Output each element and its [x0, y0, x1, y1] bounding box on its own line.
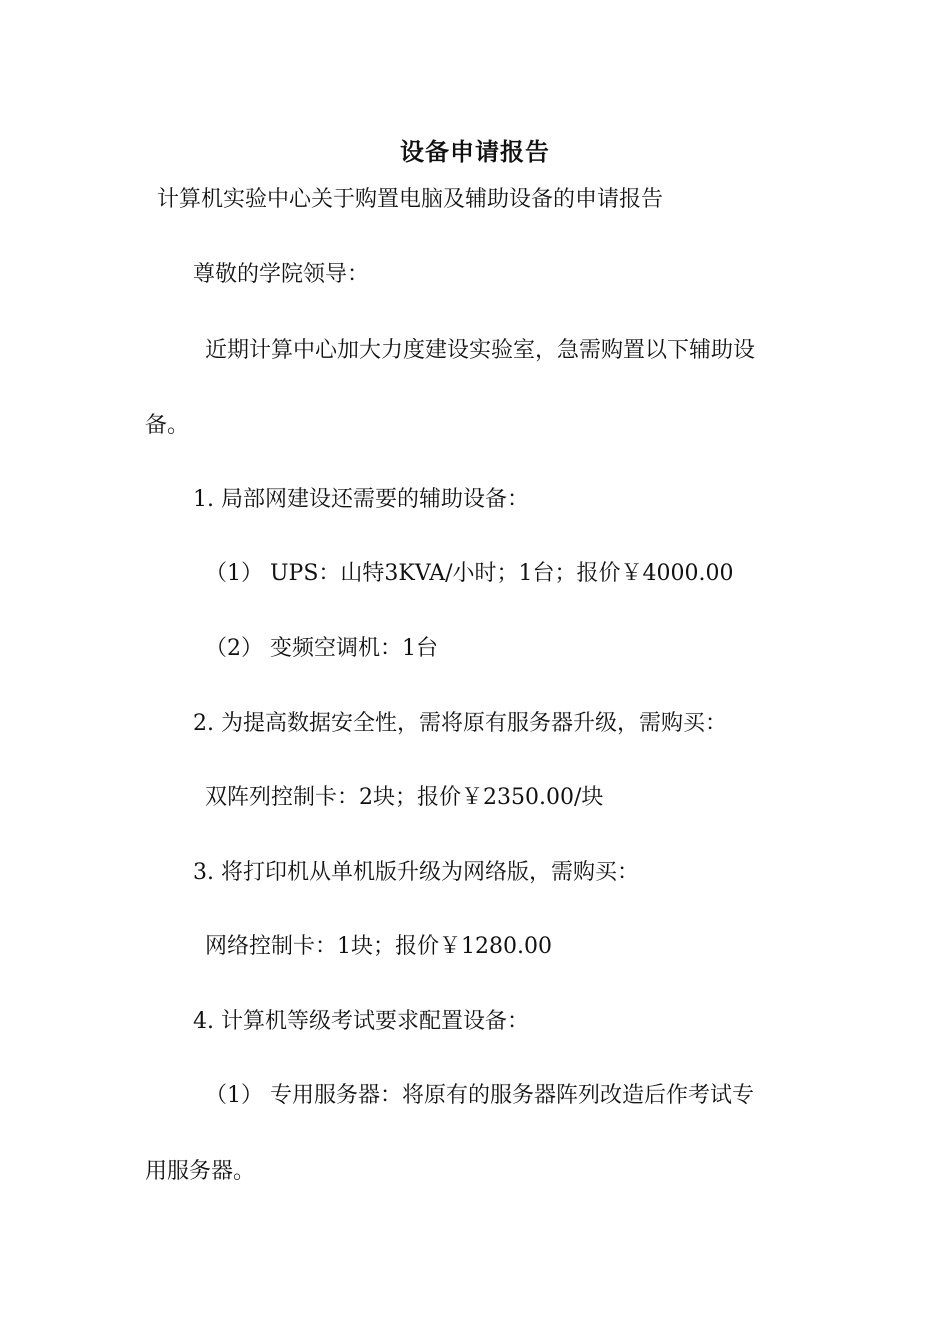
- list-item-4-sub-1-line-1: （1） 专用服务器：将原有的服务器阵列改造后作考试专: [205, 1083, 754, 1108]
- page-title: 设备申请报告: [400, 138, 550, 166]
- list-item-1: 1. 局部网建设还需要的辅助设备：: [193, 487, 529, 512]
- list-item-4-sub-1-line-2: 用服务器。: [145, 1159, 256, 1184]
- list-item-4: 4. 计算机等级考试要求配置设备：: [193, 1009, 529, 1034]
- intro-paragraph-line-1: 近期计算中心加大力度建设实验室，急需购置以下辅助设: [205, 338, 756, 363]
- intro-paragraph-line-2: 备。: [145, 413, 190, 438]
- list-item-1-sub-2: （2） 变频空调机：1台: [205, 636, 438, 661]
- list-item-3-detail: 网络控制卡：1块；报价￥1280.00: [205, 934, 552, 959]
- list-item-2: 2. 为提高数据安全性，需将原有服务器升级，需购买：: [193, 711, 727, 736]
- list-item-3: 3. 将打印机从单机版升级为网络版，需购买：: [193, 860, 639, 885]
- document-subtitle: 计算机实验中心关于购置电脑及辅助设备的申请报告: [157, 187, 664, 212]
- greeting-line: 尊敬的学院领导：: [193, 262, 370, 287]
- list-item-1-sub-1: （1） UPS：山特3KVA/小时；1台；报价￥4000.00: [205, 561, 734, 586]
- list-item-2-detail: 双阵列控制卡：2块；报价￥2350.00/块: [205, 785, 604, 810]
